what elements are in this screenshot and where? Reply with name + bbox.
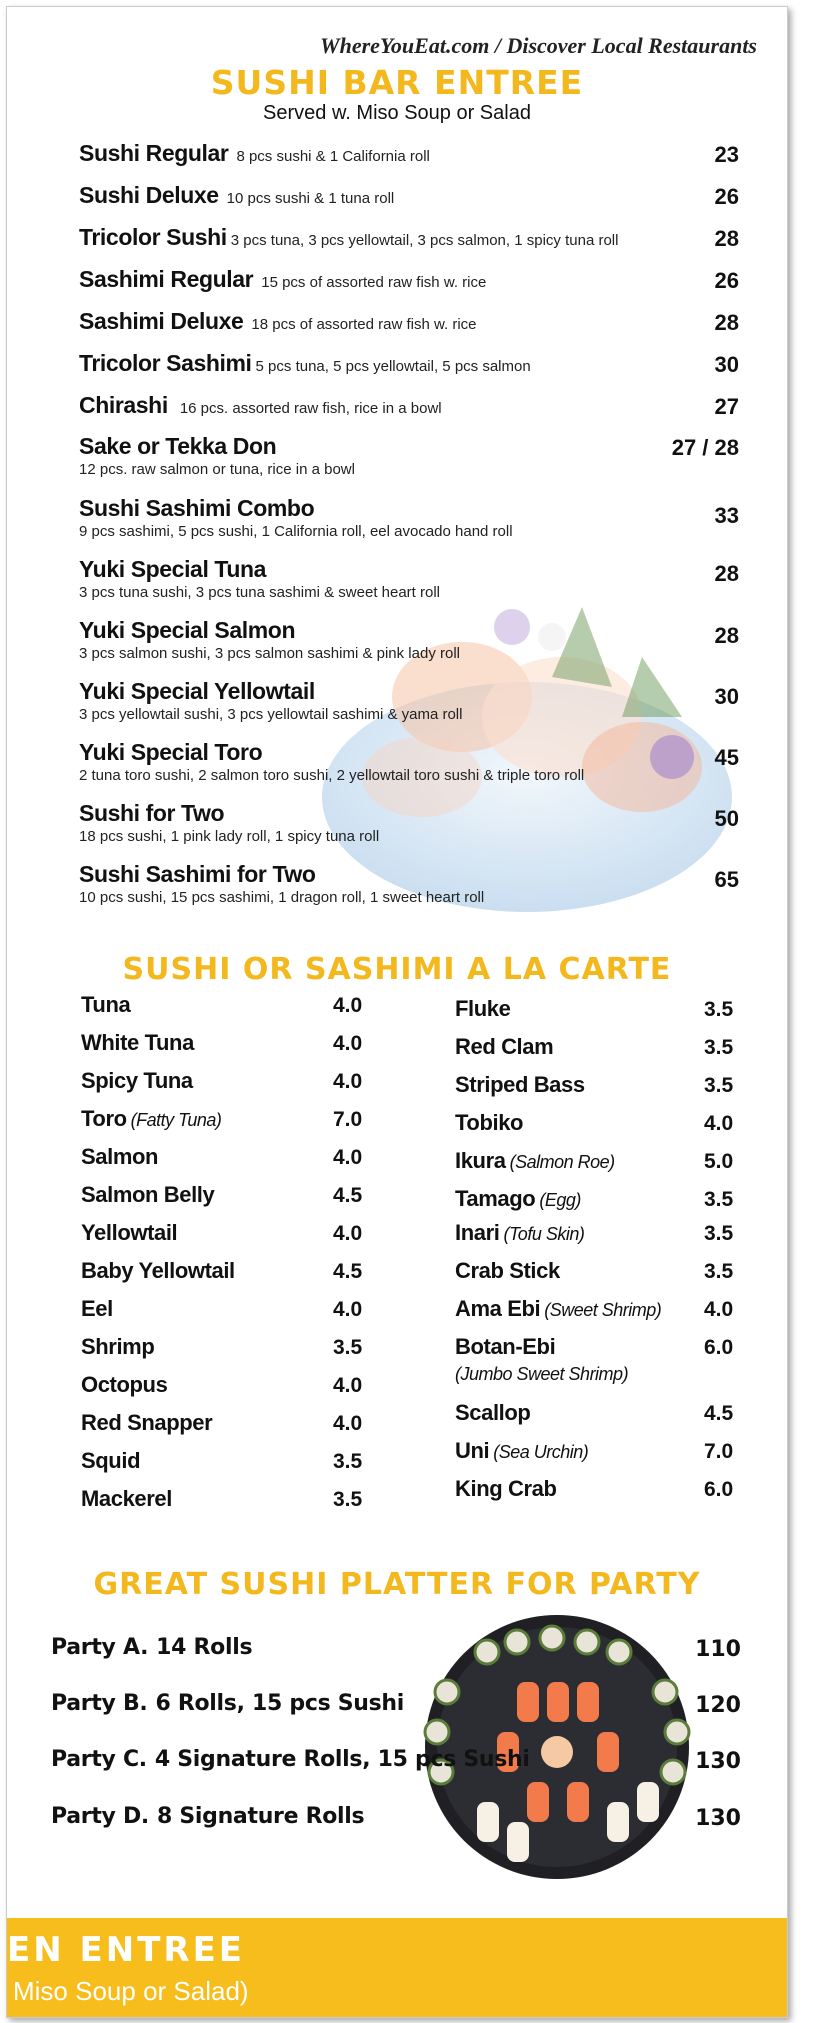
item-name: Fluke — [455, 996, 511, 1021]
item-name: Eel — [81, 1296, 113, 1321]
party-desc: 14 Rolls — [156, 1635, 253, 1660]
a-la-carte-item — [455, 1072, 745, 1110]
entree-item — [79, 266, 739, 293]
party-label: Party A. — [51, 1635, 149, 1660]
a-la-carte-item — [455, 1186, 745, 1220]
entree-desc: 18 pcs of assorted raw fish w. rice — [251, 316, 477, 333]
a-la-carte-item — [455, 1400, 745, 1438]
entree-desc: 10 pcs sushi, 15 pcs sashimi, 1 dragon roll, 1 sweet heart roll — [79, 889, 485, 906]
next-section-banner — [7, 1918, 787, 2018]
item-price: 3.5 — [704, 998, 734, 1021]
item-price: 3.5 — [704, 1188, 734, 1211]
entree-item — [79, 556, 739, 601]
entree-desc: 10 pcs sushi & 1 tuna roll — [226, 190, 395, 207]
entree-item — [79, 308, 739, 335]
item-price: 6.0 — [704, 1478, 734, 1501]
menu-page — [6, 6, 788, 2018]
item-name: Red Snapper — [81, 1410, 213, 1435]
item-name: Squid — [81, 1448, 141, 1473]
item-price: 4.0 — [333, 1222, 363, 1245]
entree-desc: 12 pcs. raw salmon or tuna, rice in a bowl — [79, 461, 355, 478]
a-la-carte-item — [455, 1334, 745, 1400]
item-name: Mackerel — [81, 1486, 172, 1511]
entree-name: Yuki Special Tuna — [79, 556, 267, 582]
item-note: (Sea Urchin) — [493, 1442, 589, 1462]
item-price: 3.5 — [704, 1036, 734, 1059]
entree-desc: 3 pcs salmon sushi, 3 pcs salmon sashimi & pink lady roll — [79, 645, 460, 662]
a-la-carte-item — [455, 1110, 745, 1148]
item-note: (Fatty Tuna) — [130, 1110, 222, 1130]
entree-desc: 18 pcs sushi, 1 pink lady roll, 1 spicy tuna roll — [79, 828, 380, 845]
a-la-carte-item — [81, 1486, 371, 1524]
item-price: 5.0 — [704, 1150, 734, 1173]
item-price: 3.5 — [704, 1222, 734, 1245]
entree-price: 28 — [714, 623, 739, 648]
item-name: Scallop — [455, 1400, 531, 1425]
a-la-carte-left-column — [81, 992, 371, 1524]
entree-price: 30 — [714, 352, 739, 377]
sushi-bar-title: SUSHI BAR ENTREE — [210, 63, 584, 102]
a-la-carte-item — [455, 1296, 745, 1334]
a-la-carte-title: SUSHI OR SASHIMI A LA CARTE — [122, 952, 672, 987]
a-la-carte-item — [81, 1182, 371, 1220]
a-la-carte-item — [455, 1438, 745, 1476]
entree-name: Sushi Regular — [79, 140, 229, 166]
a-la-carte-item — [81, 1372, 371, 1410]
party-price: 120 — [695, 1693, 741, 1718]
party-price: 130 — [695, 1806, 741, 1831]
item-name: Uni — [455, 1438, 490, 1463]
a-la-carte-item — [81, 1258, 371, 1296]
entree-name: Sashimi Regular — [79, 266, 254, 292]
item-price: 4.0 — [333, 1412, 363, 1435]
entree-price: 27 — [714, 394, 739, 419]
item-name: Red Clam — [455, 1034, 554, 1059]
item-price: 3.5 — [333, 1488, 363, 1511]
entree-desc: 8 pcs sushi & 1 California roll — [236, 148, 430, 165]
item-name: White Tuna — [81, 1030, 194, 1055]
entree-name: Tricolor Sashimi — [79, 350, 252, 376]
entree-item — [79, 678, 739, 723]
next-section-title: EN ENTREE — [7, 1930, 246, 1970]
party-label: Party C. — [51, 1747, 147, 1772]
a-la-carte-item — [455, 996, 745, 1034]
entree-name: Sushi Sashimi Combo — [79, 495, 315, 521]
entree-price: 28 — [714, 310, 739, 335]
entree-item — [79, 350, 739, 377]
entree-name: Chirashi — [79, 392, 168, 418]
a-la-carte-item — [81, 1296, 371, 1334]
party-item — [51, 1747, 741, 1787]
entree-item — [79, 617, 739, 662]
entree-name: Sashimi Deluxe — [79, 308, 244, 334]
item-name: Striped Bass — [455, 1072, 585, 1097]
party-label: Party B. — [51, 1691, 148, 1716]
party-item — [51, 1804, 741, 1844]
item-price: 4.0 — [333, 1032, 363, 1055]
sushi-bar-subtitle: Served w. Miso Soup or Salad — [263, 102, 531, 124]
entree-desc: 16 pcs. assorted raw fish, rice in a bowl — [179, 400, 442, 417]
item-price: 3.5 — [333, 1450, 363, 1473]
item-price: 4.0 — [704, 1112, 734, 1135]
entree-price: 30 — [714, 684, 739, 709]
entree-item — [79, 392, 739, 419]
a-la-carte-item — [81, 1030, 371, 1068]
item-name: Tamago — [455, 1186, 536, 1211]
a-la-carte-item — [455, 1258, 745, 1296]
entree-price: 45 — [714, 745, 739, 770]
party-price: 130 — [695, 1749, 741, 1774]
entree-item — [79, 433, 739, 478]
a-la-carte-item — [81, 1334, 371, 1372]
item-name: Ikura — [455, 1148, 506, 1173]
entree-desc: 2 tuna toro sushi, 2 salmon toro sushi, 2 yellowtail toro sushi & triple toro roll — [79, 767, 585, 784]
party-title: GREAT SUSHI PLATTER FOR PARTY — [93, 1567, 701, 1602]
entree-desc: 3 pcs tuna sushi, 3 pcs tuna sashimi & sweet heart roll — [79, 584, 441, 601]
item-price: 4.0 — [333, 1070, 363, 1093]
a-la-carte-item — [455, 1148, 745, 1186]
entree-name: Yuki Special Yellowtail — [79, 678, 315, 704]
item-price: 3.5 — [704, 1074, 734, 1097]
item-name: King Crab — [455, 1476, 557, 1501]
item-price: 3.5 — [704, 1260, 734, 1283]
entree-item — [79, 224, 739, 251]
item-price: 3.5 — [333, 1336, 363, 1359]
entree-price: 65 — [714, 867, 739, 892]
item-name: Tuna — [81, 992, 131, 1017]
entree-item — [79, 739, 739, 784]
a-la-carte-right-column — [455, 996, 745, 1514]
entree-price: 27 / 28 — [671, 435, 739, 460]
party-desc: 6 Rolls, 15 pcs Sushi — [155, 1691, 405, 1716]
entree-desc: 3 pcs tuna, 3 pcs yellowtail, 3 pcs salmon, 1 spicy tuna roll — [230, 232, 619, 249]
a-la-carte-item — [455, 1034, 745, 1072]
entree-name: Sushi Deluxe — [79, 182, 219, 208]
item-name: Inari — [455, 1220, 500, 1245]
a-la-carte-item — [81, 992, 371, 1030]
item-name: Botan-Ebi — [455, 1334, 556, 1359]
entree-price: 26 — [714, 184, 739, 209]
entree-price: 28 — [714, 226, 739, 251]
next-section-subtitle: Miso Soup or Salad) — [13, 1976, 249, 2006]
item-price: 4.5 — [333, 1184, 363, 1207]
item-name: Toro — [81, 1106, 127, 1131]
entree-name: Sushi for Two — [79, 800, 225, 826]
item-price: 7.0 — [704, 1440, 734, 1463]
item-price: 7.0 — [333, 1108, 363, 1131]
party-label: Party D. — [51, 1804, 149, 1829]
item-note: (Salmon Roe) — [509, 1152, 615, 1172]
party-item — [51, 1635, 741, 1675]
item-note: (Tofu Skin) — [503, 1224, 585, 1244]
item-price: 4.0 — [333, 1374, 363, 1397]
entree-price: 26 — [714, 268, 739, 293]
watermark-text: WhereYouEat.com / Discover Local Restaurants — [320, 33, 757, 58]
entree-price: 50 — [714, 806, 739, 831]
entree-price: 23 — [714, 142, 739, 167]
party-desc: 8 Signature Rolls — [156, 1804, 365, 1829]
item-name: Octopus — [81, 1372, 168, 1397]
entree-desc: 3 pcs yellowtail sushi, 3 pcs yellowtail sashimi & yama roll — [79, 706, 463, 723]
entree-name: Yuki Special Toro — [79, 739, 263, 765]
a-la-carte-item — [81, 1144, 371, 1182]
a-la-carte-item — [81, 1448, 371, 1486]
a-la-carte-item — [81, 1068, 371, 1106]
item-price: 4.5 — [333, 1260, 363, 1283]
item-note: (Egg) — [539, 1190, 581, 1210]
item-name: Salmon — [81, 1144, 159, 1169]
item-name: Crab Stick — [455, 1258, 560, 1283]
item-price: 6.0 — [704, 1336, 734, 1359]
entree-name: Sake or Tekka Don — [79, 433, 277, 459]
item-note: (Sweet Shrimp) — [544, 1300, 662, 1320]
entree-item — [79, 861, 739, 906]
entree-desc: 5 pcs tuna, 5 pcs yellowtail, 5 pcs salmon — [255, 358, 531, 375]
item-price: 4.5 — [704, 1402, 734, 1425]
entree-price: 28 — [714, 561, 739, 586]
item-name: Spicy Tuna — [81, 1068, 193, 1093]
a-la-carte-item — [81, 1410, 371, 1448]
entree-name: Yuki Special Salmon — [79, 617, 296, 643]
a-la-carte-item — [455, 1476, 745, 1514]
item-subnote: (Jumbo Sweet Shrimp) — [455, 1364, 629, 1384]
item-price: 4.0 — [704, 1298, 734, 1321]
entree-item — [79, 140, 739, 167]
a-la-carte-item — [81, 1106, 371, 1144]
item-name: Tobiko — [455, 1110, 524, 1135]
entree-name: Tricolor Sushi — [79, 224, 227, 250]
item-price: 4.0 — [333, 1146, 363, 1169]
party-item — [51, 1691, 741, 1731]
entree-item — [79, 495, 739, 540]
a-la-carte-item — [81, 1220, 371, 1258]
party-price: 110 — [695, 1637, 741, 1662]
item-name: Yellowtail — [81, 1220, 178, 1245]
item-price: 4.0 — [333, 994, 363, 1017]
entree-name: Sushi Sashimi for Two — [79, 861, 316, 887]
entree-price: 33 — [714, 503, 739, 528]
item-name: Shrimp — [81, 1334, 155, 1359]
item-name: Ama Ebi — [455, 1296, 541, 1321]
entree-desc: 15 pcs of assorted raw fish w. rice — [261, 274, 487, 291]
entree-item — [79, 800, 739, 845]
a-la-carte-item — [455, 1220, 745, 1258]
entree-desc: 9 pcs sashimi, 5 pcs sushi, 1 California roll, eel avocado hand roll — [79, 523, 513, 540]
entree-item — [79, 182, 739, 209]
item-name: Baby Yellowtail — [81, 1258, 235, 1283]
party-desc: 4 Signature Rolls, 15 pcs Sushi — [154, 1747, 530, 1772]
item-price: 4.0 — [333, 1298, 363, 1321]
item-name: Salmon Belly — [81, 1182, 215, 1207]
